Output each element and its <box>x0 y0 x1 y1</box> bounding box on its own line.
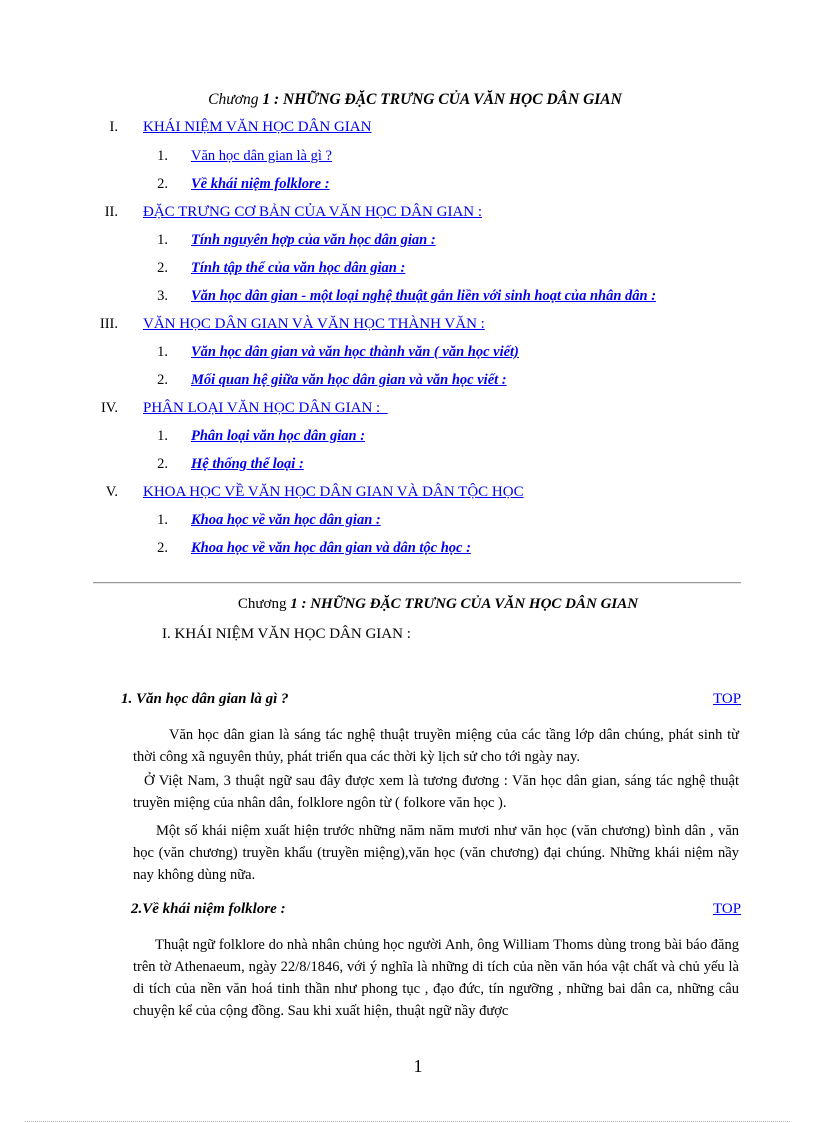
toc-item-link[interactable]: Văn học dân gian - một loại nghệ thuật gắn liền với sinh hoạt của nhân dân : <box>191 288 657 304</box>
subsection-heading-1: 1. Văn học dân gian là gì ? <box>121 691 289 707</box>
toc-item-link[interactable]: Văn học dân gian và văn học thành văn ( văn học viết) <box>191 344 519 360</box>
toc-section-link-2[interactable]: ĐẶC TRƯNG CƠ BẢN CỦA VĂN HỌC DÂN GIAN : <box>143 204 483 220</box>
toc-item-link[interactable]: Phân loại văn học dân gian : <box>191 428 366 444</box>
toc-section-number: IV. <box>100 400 118 416</box>
toc-section-link-1[interactable]: KHÁI NIỆM VĂN HỌC DÂN GIAN <box>143 119 372 135</box>
toc-item-number: 2. <box>157 540 168 556</box>
chapter-title-prefix: Chương <box>237 596 287 612</box>
toc-item-number: 2. <box>157 176 168 192</box>
toc-section-number: II. <box>104 204 118 220</box>
section-heading: I. KHÁI NIỆM VĂN HỌC DÂN GIAN : <box>162 626 411 642</box>
toc-item-link[interactable]: Khoa học về văn học dân gian : <box>191 512 381 528</box>
toc-item-number: 1. <box>157 512 168 528</box>
toc-item-number: 2. <box>157 456 168 472</box>
toc-title-text: 1 : NHỮNG ĐẶC TRƯNG CỦA VĂN HỌC DÂN GIAN <box>262 91 622 108</box>
chapter-title <box>0 596 816 613</box>
toc-section-link-4[interactable]: PHÂN LOẠI VĂN HỌC DÂN GIAN : <box>143 400 388 416</box>
toc-item-link[interactable]: Tính tập thể của văn học dân gian : <box>191 260 406 276</box>
paragraph: Ở Việt Nam, 3 thuật ngữ sau đây được xem là tương đương : Văn học dân gian, sáng tác nghệ thuật truyền miệng của nhân dân, folklore ngôn từ ( folkore văn học ). <box>133 773 739 811</box>
paragraph: Một số khái niệm xuất hiện trước những năm năm mươi như văn học (văn chương) bình dân , văn học (văn chương) truyền khẩu (truyền miệng),văn học (văn chương) đại chúng. Những khái niệm nầy nay không dùng nữa. <box>133 823 739 883</box>
toc-title-prefix: Chương <box>208 91 259 108</box>
paragraph: Văn học dân gian là sáng tác nghệ thuật truyền miệng của các tầng lớp dân chúng, phát sinh từ thời công xã nguyên thủy, phát triển qua các thời kỳ lịch sử cho tới ngày nay. <box>133 727 739 765</box>
page-bottom-dotted-line <box>25 1121 790 1122</box>
top-link[interactable]: TOP <box>713 691 742 707</box>
toc-item-number: 2. <box>157 372 168 388</box>
toc-item-link[interactable]: Về khái niệm folklore : <box>191 176 330 192</box>
toc-section-number: III. <box>99 316 118 332</box>
toc-section-link-3[interactable]: VĂN HỌC DÂN GIAN VÀ VĂN HỌC THÀNH VĂN : <box>143 316 485 332</box>
toc-item-number: 1. <box>157 344 168 360</box>
toc-section-link-5[interactable]: KHOA HỌC VỀ VĂN HỌC DÂN GIAN VÀ DÂN TỘC HỌC <box>143 484 524 500</box>
toc-item-number: 1. <box>157 232 168 248</box>
chapter-title-text: 1 : NHỮNG ĐẶC TRƯNG CỦA VĂN HỌC DÂN GIAN <box>290 596 639 612</box>
subsection-heading-2: 2.Về khái niệm folklore : <box>131 901 286 917</box>
toc-item-link[interactable]: Văn học dân gian là gì ? <box>191 148 332 164</box>
toc-item-link[interactable]: Tính nguyên hợp của văn học dân gian : <box>191 232 436 248</box>
paragraph: Thuật ngữ folklore do nhà nhân chủng học người Anh, ông William Thoms dùng trong bài báo đăng trên tờ Athenaeum, ngày 22/8/1846, với ý nghĩa là những di tích của nền văn hóa vật chất và chủ yếu là di tích của nền văn hoá tinh thần như phong tục , đạo đức, tín ngưỡng , những bai dân ca, những câu chuyện kể của cộng đồng. Sau khi xuất hiện, thuật ngữ nầy được <box>133 937 739 1019</box>
toc-item-number: 1. <box>157 428 168 444</box>
toc-item-link[interactable]: Mối quan hệ giữa văn học dân gian và văn học viết : <box>191 372 507 388</box>
toc-section-number: I. <box>109 119 118 135</box>
toc-section-number: V. <box>105 484 118 500</box>
toc-item-number: 2. <box>157 260 168 276</box>
toc-item-number: 3. <box>157 288 168 304</box>
toc-item-link[interactable]: Hệ thống thể loại : <box>191 456 304 472</box>
toc-item-number: 1. <box>157 148 168 164</box>
toc-item-link[interactable]: Khoa học về văn học dân gian và dân tộc học : <box>191 540 471 556</box>
top-link[interactable]: TOP <box>713 901 742 917</box>
horizontal-rule <box>93 582 741 584</box>
page-number: 1 <box>413 1056 423 1076</box>
toc-title <box>0 91 816 109</box>
